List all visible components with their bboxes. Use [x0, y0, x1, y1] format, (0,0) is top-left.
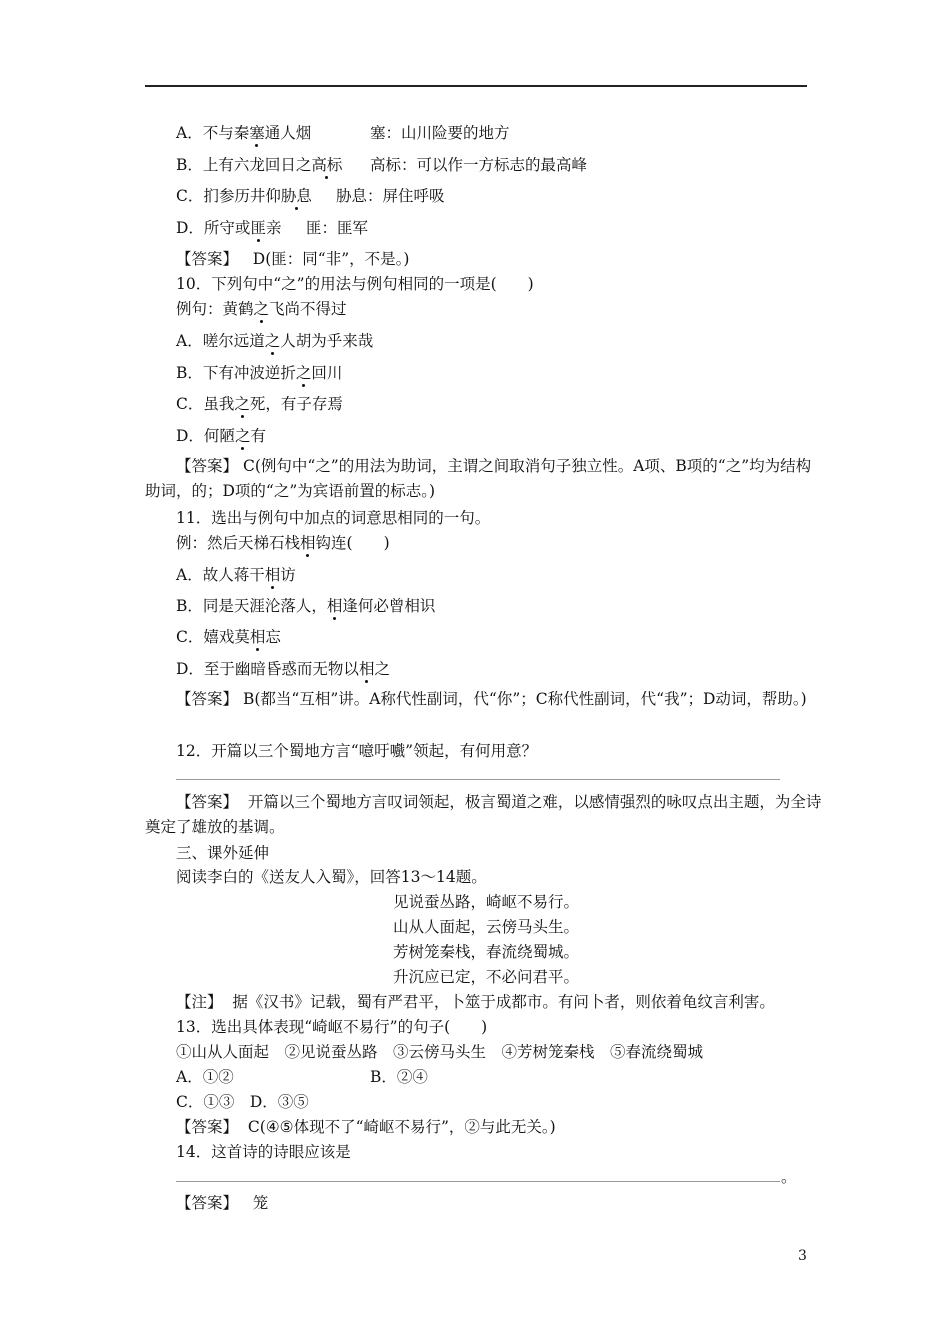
dotted-word: 相 — [358, 660, 375, 678]
answer-label: 【答案】 — [176, 793, 239, 811]
q11-option-d — [176, 659, 390, 679]
q13-stem: 13．选出具体表现“崎岖不易行”的句子( ) — [176, 1018, 488, 1036]
answer-blank-line — [176, 1181, 780, 1182]
option-text: C．嬉戏莫 — [176, 628, 250, 646]
dotted-word: 相 — [264, 566, 281, 584]
q10-option-d — [176, 426, 266, 446]
option-text: B．下有冲波逆折 — [176, 364, 296, 382]
option-text: B．上有六龙回日之 — [176, 156, 312, 174]
dotted-word: 之 — [295, 364, 312, 382]
example-text: 飞尚不得过 — [269, 300, 347, 318]
q10-answer — [145, 454, 825, 504]
option-text: 访 — [280, 566, 296, 584]
option-text: 死，有子存焉 — [249, 395, 343, 413]
answer-label: 【答案】 — [176, 690, 239, 708]
poem-line: 升沉应已定，不必问君平。 — [393, 968, 580, 986]
option-text: 通人烟 — [264, 124, 312, 142]
q13-option-a: A．①② — [176, 1068, 234, 1086]
option-text: 之 — [374, 660, 390, 678]
dotted-word: 塞 — [249, 124, 265, 142]
dotted-word: 相 — [249, 628, 266, 646]
q13-option-cd: C．①③ D．③⑤ — [176, 1093, 309, 1111]
poem-line: 芳树笼秦栈，春流绕蜀城。 — [393, 943, 580, 961]
option-text: C．扪参历井仰 — [176, 187, 281, 205]
answer-text: C(例句中“之”的用法为助词，主谓之间取消句子独立性。A项、B项的“之”均为结构助词，的；D项的“之”为宾语前置的标志。) — [145, 457, 812, 500]
note-label: 【注】 — [176, 993, 223, 1011]
dotted-word: 之 — [234, 427, 251, 445]
dotted-word: 相 — [326, 597, 343, 615]
note-text: 据《汉书》记载，蜀有严君平，卜筮于成都市。有问卜者，则依着龟纹言利害。 — [232, 993, 775, 1011]
q13-option-b: B．②④ — [370, 1068, 428, 1086]
answer-blank-line — [176, 779, 780, 780]
q14-answer — [176, 1193, 268, 1213]
option-text: B．同是天涯沦落人， — [176, 597, 327, 615]
q12-stem: 12．开篇以三个蜀地方言“噫吁嚱”领起，有何用意？ — [176, 742, 538, 760]
option-text: D．所守或 — [176, 219, 251, 237]
q10-option-b — [176, 363, 342, 383]
q10-option-a — [176, 331, 373, 351]
answer-text: B(都当“互相”讲。A称代性副词，代“你”；C称代性副词，代“我”；D动词，帮助。) — [242, 690, 807, 708]
dotted-word: 之 — [264, 332, 281, 350]
q9-option-c-gloss: 胁息：屏住呼吸 — [336, 187, 445, 205]
option-text: 回川 — [311, 364, 343, 382]
option-text: C．虽我 — [176, 395, 235, 413]
q9-option-d — [176, 218, 281, 238]
dotted-word: 高标 — [311, 156, 343, 174]
q9-option-d-gloss: 匪：匪军 — [306, 219, 369, 237]
q13-items: ①山从人面起 ②见说蚕丛路 ③云傍马头生 ④芳树笼秦栈 ⑤春流绕蜀城 — [176, 1043, 704, 1061]
answer-text: 笼 — [252, 1194, 269, 1212]
poem-line: 山从人面起，云傍马头生。 — [393, 918, 580, 936]
q9-option-a — [176, 123, 311, 143]
blank-period: 。 — [781, 1168, 797, 1186]
q9-option-a-gloss: 塞：山川险要的地方 — [370, 124, 510, 142]
q9-option-b — [176, 155, 342, 175]
option-text: 忘 — [265, 628, 281, 646]
q11-option-b — [176, 596, 435, 616]
option-text: 人胡为乎来哉 — [280, 332, 374, 350]
q13-answer — [176, 1117, 556, 1137]
section-heading: 三、课外延伸 — [176, 844, 270, 862]
q11-option-c — [176, 627, 281, 647]
q11-answer — [145, 687, 825, 712]
header-rule — [145, 85, 807, 87]
option-text: 逢何必曾相识 — [342, 597, 436, 615]
dotted-word: 胁息 — [280, 187, 312, 205]
example-text: 例：然后天梯石栈 — [176, 534, 301, 552]
q11-option-a — [176, 565, 296, 585]
q14-stem: 14．这首诗的诗眼应该是 — [176, 1143, 351, 1161]
q10-stem: 10．下列句中“之”的用法与例句相同的一项是( ) — [176, 275, 534, 293]
poem-line: 见说蚕丛路，崎岖不易行。 — [393, 893, 580, 911]
poem-note — [176, 992, 775, 1012]
dotted-word: 之 — [234, 395, 250, 413]
answer-label: 【答案】 — [176, 1118, 239, 1136]
answer-text: C(④⑤体现不了“崎岖不易行”，②与此无关。) — [247, 1118, 556, 1136]
dotted-word: 匪 — [250, 219, 266, 237]
option-text: A．嗟尔远道 — [176, 332, 265, 350]
q11-stem: 11．选出与例句中加点的词意思相同的一句。 — [176, 509, 491, 527]
q12-answer — [145, 790, 825, 840]
answer-label: 【答案】 — [176, 250, 239, 268]
q11-example — [176, 533, 390, 553]
answer-text: 开篇以三个蜀地方言叹词领起，极言蜀道之难，以感情强烈的咏叹点出主题，为全诗奠定了雄放的基调。 — [145, 793, 822, 836]
option-text: 亲 — [265, 219, 282, 237]
answer-text: D(匪：同“非”，不是。) — [252, 250, 410, 268]
dotted-word: 之 — [253, 300, 270, 318]
q9-option-b-gloss: 高标：可以作一方标志的最高峰 — [370, 156, 588, 174]
q10-example — [176, 299, 347, 319]
q9-answer — [176, 249, 409, 269]
answer-label: 【答案】 — [176, 1194, 239, 1212]
example-text: 钩连( ) — [315, 534, 390, 552]
page-number: 3 — [798, 1248, 807, 1264]
q10-option-c — [176, 394, 343, 414]
example-text: 例句：黄鹤 — [176, 300, 254, 318]
option-text: D．至于幽暗昏惑而无物以 — [176, 660, 359, 678]
answer-label: 【答案】 — [176, 457, 239, 475]
option-text: A．不与秦 — [176, 124, 250, 142]
option-text: 有 — [250, 427, 266, 445]
option-text: D．何陋 — [176, 427, 235, 445]
section-intro: 阅读李白的《送友人入蜀》，回答13～14题。 — [176, 868, 487, 886]
q9-option-c — [176, 186, 312, 206]
dotted-word: 相 — [300, 534, 316, 552]
option-text: A．故人蒋干 — [176, 566, 265, 584]
